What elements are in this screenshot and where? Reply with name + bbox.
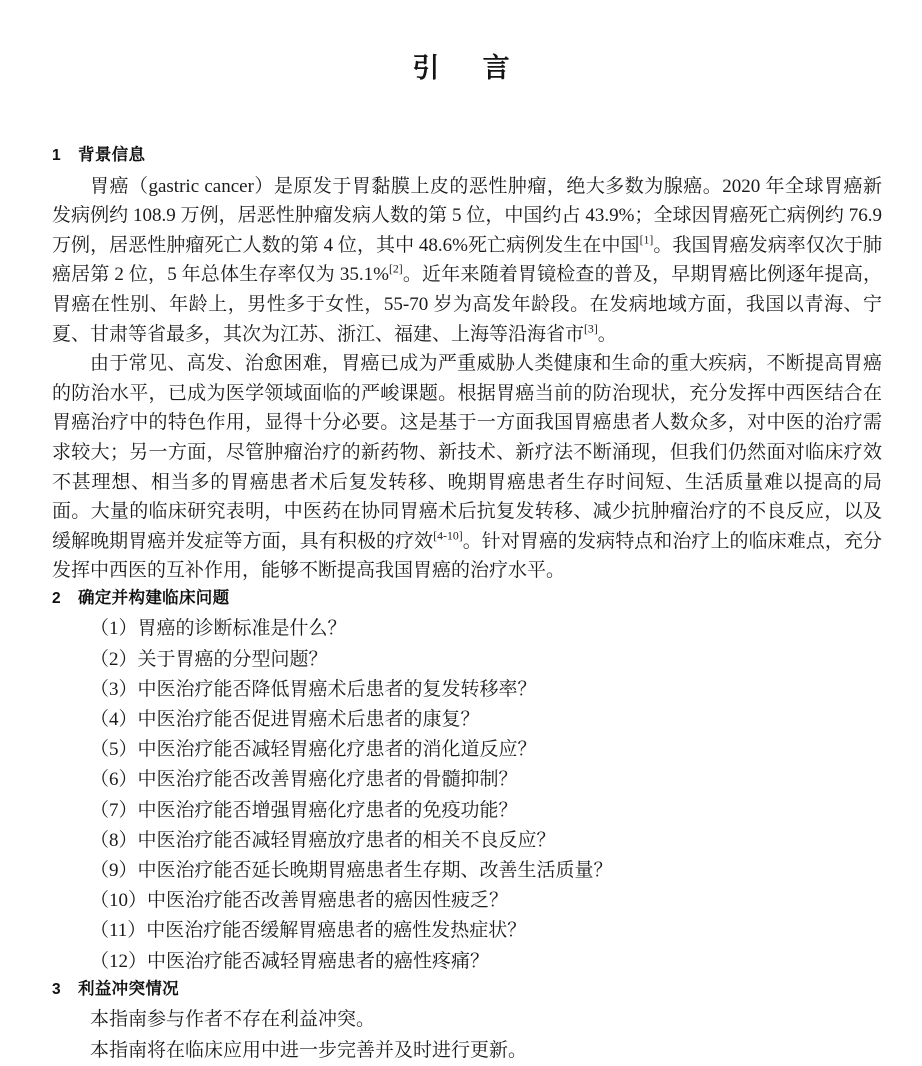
document-body — [52, 143, 882, 1066]
reference-marker: [2] — [388, 263, 403, 277]
clinical-question-item: （8）中医治疗能否减轻胃癌放疗患者的相关不良反应？ — [90, 829, 556, 851]
section-number: 3 — [52, 980, 61, 998]
conflict-of-interest-statements — [52, 1005, 882, 1065]
reference-marker: [4-10] — [433, 529, 463, 543]
clinical-question-list — [52, 614, 882, 976]
section-heading-1 — [52, 143, 882, 169]
clinical-question-item: （2）关于胃癌的分型问题？ — [90, 648, 328, 670]
paragraph: 由于常见、高发、治愈困难，胃癌已成为严重威胁人类健康和生命的重大疾病，不断提高胃癌的防治水平，已成为医学领域面临的严峻课题。根据胃癌当前的防治现状，充分发挥中西医结合在胃癌治疗中的特色作用，显得十分必要。这是基于一方面我国胃癌患者人数众多，对中医的治疗需求较大；另一方面，尽管肿瘤治疗的新药物、新技术、新疗法不断涌现，但我们仍然面对临床疗效不甚理想、相当多的胃癌患者术后复发转移、晚期胃癌患者生存时间短、生活质量难以提高的局面。大量的临床研究表明，中医药在协同胃癌术后抗复发转移、减少抗肿瘤治疗的不良反应，以及缓解晚期胃癌并发症等方面，具有积极的疗效[4-10]。针对胃癌的发病特点和治疗上的临床难点，充分发挥中西医的互补作用，能够不断提高我国胃癌的治疗水平。 — [52, 353, 882, 582]
paragraph: 胃癌（gastric cancer）是原发于胃黏膜上皮的恶性肿瘤，绝大多数为腺癌。2020 年全球胃癌新发病例约 108.9 万例，居恶性肿瘤发病人数的第 5 位，中国约占 43.9%；全球因胃癌死亡病例约 76.9 万例，居恶性肿瘤死亡人数的第 4 位，其中 48.6%死亡病例发生在中国[1]。我国胃癌发病率仅次于肺癌居第 2 位，5 年总体生存率仅为 35.1%[2]。近年来随着胃镜检查的普及，早期胃癌比例逐年提高，胃癌在性别、年龄上，男性多于女性，55-70 岁为高发年龄段。在发病地域方面，我国以青海、宁夏、甘肃等省最多，其次为江苏、浙江、福建、上海等沿海省市[3]。 — [52, 175, 882, 345]
clinical-question-item: （3）中医治疗能否降低胃癌术后患者的复发转移率？ — [90, 678, 537, 700]
clinical-question-item: （11）中医治疗能否缓解胃癌患者的癌性发热症状？ — [90, 920, 527, 942]
clinical-question-item: （5）中医治疗能否减轻胃癌化疗患者的消化道反应？ — [90, 739, 537, 761]
page-title: 引 言 — [412, 53, 518, 83]
statement-line: 本指南将在临床应用中进一步完善并及时进行更新。 — [90, 1039, 528, 1061]
clinical-question-item: （6）中医治疗能否改善胃癌化疗患者的骨髓抑制？ — [90, 769, 518, 791]
section-heading-2 — [52, 586, 882, 612]
clinical-question-item: （9）中医治疗能否延长晚期胃癌患者生存期、改善生活质量？ — [90, 860, 613, 882]
clinical-question-item: （12）中医治疗能否减轻胃癌患者的癌性疼痛？ — [90, 950, 490, 972]
clinical-question-item: （1）胃癌的诊断标准是什么？ — [90, 618, 347, 640]
section-title: 背景信息 — [78, 146, 146, 164]
reference-marker: [1] — [639, 233, 654, 247]
section-number: 1 — [52, 147, 61, 164]
clinical-question-item: （10）中医治疗能否改善胃癌患者的癌因性疲乏？ — [90, 890, 509, 912]
reference-marker: [3] — [584, 322, 598, 336]
clinical-question-item: （7）中医治疗能否增强胃癌化疗患者的免疫功能？ — [90, 799, 518, 821]
statement-line: 本指南参与作者不存在利益冲突。 — [90, 1009, 376, 1031]
section-title: 利益冲突情况 — [78, 979, 179, 998]
section-heading-3 — [52, 977, 882, 1003]
section-title: 确定并构建临床问题 — [78, 588, 230, 607]
section-number: 2 — [52, 589, 61, 607]
clinical-question-item: （4）中医治疗能否促进胃癌术后患者的康复？ — [90, 709, 480, 731]
